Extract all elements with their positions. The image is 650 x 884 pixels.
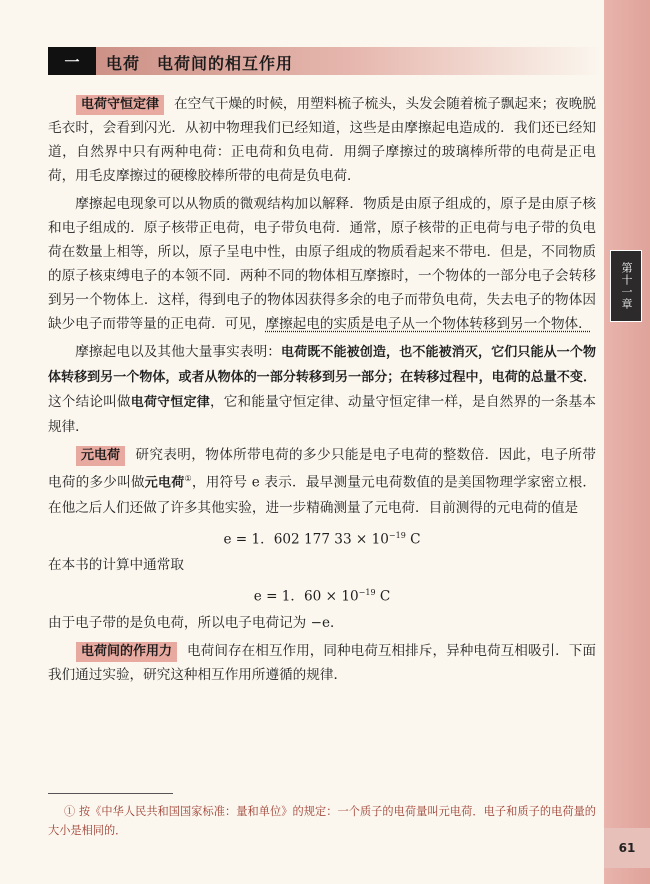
paragraph-text: 电荷间存在相互作用，同种电荷互相排斥，异种电荷互相吸引．下面我们通过实验，研究这种相互作用所遵循的规律．: [48, 642, 596, 683]
footnote: ① 按《中华人民共和国国家标准：量和单位》的规定：一个质子的电荷量叫元电荷．电子和质子的电荷量的大小是相同的．: [48, 805, 596, 837]
main-text: [48, 92, 596, 691]
paragraph-microscopic-explanation: [48, 192, 596, 336]
paragraph-text: 摩擦起电现象可以从物质的微观结构加以解释．物质是由原子组成的，原子是由原子核和电子组成的．原子核带正电荷，电子带负电荷．通常，原子核带的正电荷与电子带的负电荷在数量上相等，所以，原子呈电中性，由原子组成的物质看起来不带电．但是，不同物质的原子核束缚电子的本领不同．两种不同的物体相互摩擦时，一个物体的一部分电子会转移到另一个物体上．这样，得到电子的物体因获得多余的电子而带负电荷，失去电子的物体因缺少电子而带等量的正电荷．可见，: [48, 196, 596, 332]
section-number-box: [48, 47, 96, 75]
section-number: 一: [64, 52, 80, 71]
chapter-tab: 第十一章: [610, 250, 642, 322]
formula-main: e = 1．602 177 33 × 10: [223, 531, 389, 548]
paragraph-text: 摩擦起电以及其他大量事实表明：: [75, 344, 282, 360]
formula-main: e = 1．60 × 10: [253, 588, 359, 605]
paragraph-charge-interaction: [48, 639, 596, 687]
page-number: 61: [618, 841, 636, 855]
paragraph-text: 在空气干燥的时候，用塑料梳子梳头，头发会随着梳子飘起来；夜晚脱毛衣时，会看到闪光．从初中物理我们已经知道，这些是由摩擦起电造成的．我们还已经知道，自然界中只有两种电荷：正电荷和负电荷．用绸子摩擦过的玻璃棒所带的电荷是正电荷，用毛皮摩擦过的硬橡胶棒所带的电荷是负电荷．: [48, 96, 596, 184]
paragraph-conservation-law: [48, 340, 596, 439]
emphasis-dotted-text: 摩擦起电的实质是电子从一个物体转移到另一个物体．: [265, 316, 592, 332]
paragraph-text: ，它和能量守恒定律、动量守恒定律一样，是自然界的一条基本规律．: [48, 394, 596, 435]
paragraph-text: 在本书的计算中通常取: [48, 557, 184, 574]
paragraph-elementary-charge: [48, 443, 596, 520]
page-number-box: [604, 828, 650, 868]
paragraph-charge-conservation-intro: [48, 92, 596, 188]
footnote-marker: ①: [184, 474, 192, 483]
topic-tag-elementary-charge: 元电荷: [76, 446, 125, 466]
formula-exponent: −19: [358, 588, 376, 598]
topic-tag-charge-conservation: 电荷守恒定律: [76, 95, 164, 115]
formula-precise: [48, 524, 596, 552]
paragraph-text: 研究表明，物体所带电荷的多少只能是电子电荷的整数倍．因此，电子所带电荷的多少叫做: [48, 447, 596, 491]
section-title: 电荷 电荷间的相互作用: [106, 54, 294, 73]
formula-approx: [48, 581, 596, 609]
paragraph-electron-charge: [48, 611, 596, 635]
paragraph-text: ，用符号 e 表示．最早测量元电荷数值的是美国物理学家密立根．在他之后人们还做了许多其他实验，进一步精确测量了元电荷．目前测得的元电荷的值是: [48, 474, 596, 516]
formula-unit: C: [405, 531, 421, 548]
paragraph-approx-intro: [48, 553, 596, 577]
section-heading: [48, 47, 604, 75]
bold-statement: 电荷既不能被创造，也不能被消灭，它们只能从一个物体转移到另一个物体，或者从物体的一部分转移到另一部分；在转移过程中，电荷的总量不变．: [48, 345, 596, 385]
paragraph-text: 这个结论叫做: [48, 394, 131, 410]
formula-unit: C: [375, 588, 391, 605]
paragraph-text: 由于电子带的是负电荷，所以电子电荷记为 −e．: [48, 614, 344, 631]
side-strip: [604, 0, 650, 884]
bold-term: 电荷守恒定律: [130, 395, 210, 410]
bold-term: 元电荷: [144, 475, 185, 491]
footnote-divider: [48, 793, 173, 794]
formula-exponent: −19: [388, 530, 406, 540]
topic-tag-charge-interaction: 电荷间的作用力: [76, 642, 177, 662]
